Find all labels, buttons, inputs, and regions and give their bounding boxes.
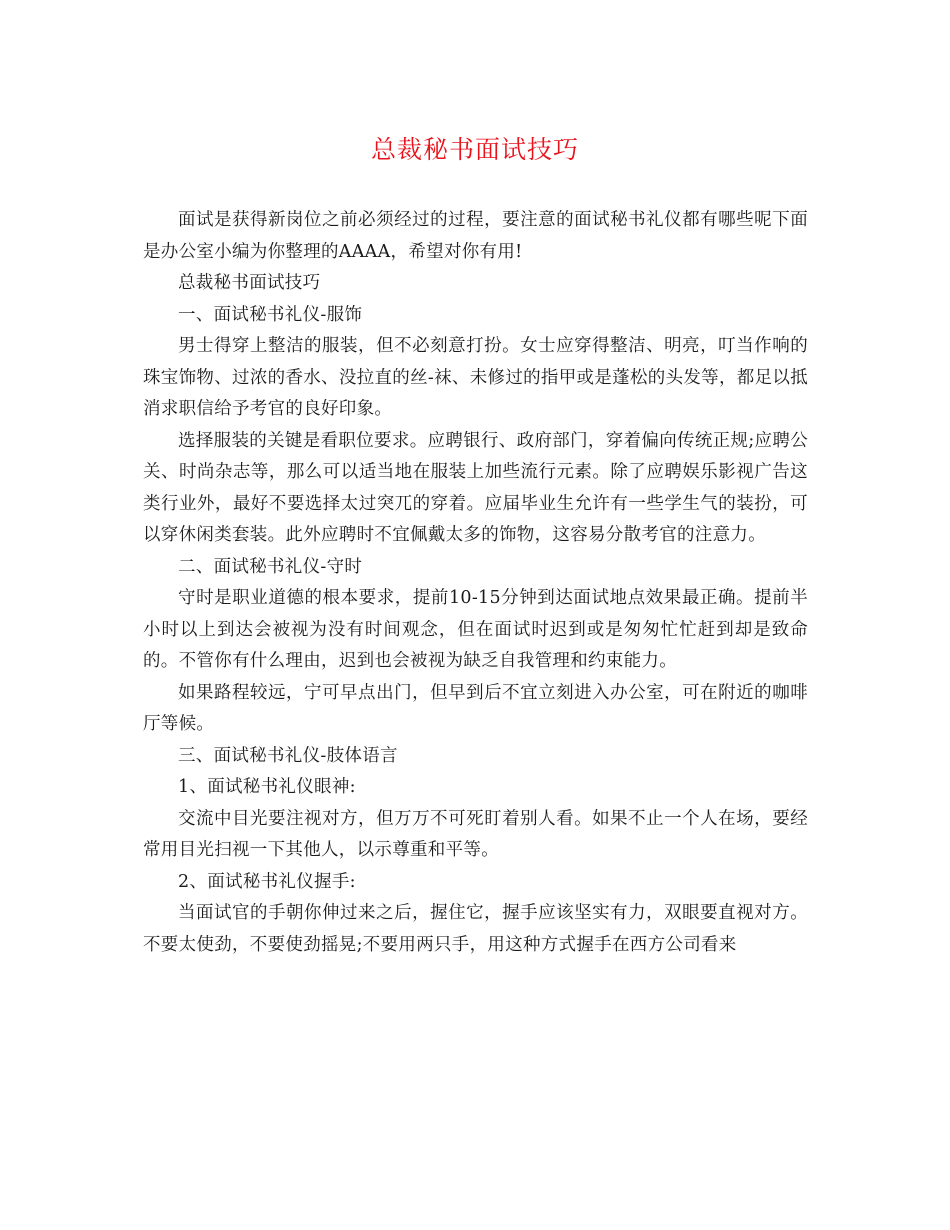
subheading-eye-contact: 1、面试秘书礼仪眼神:	[178, 777, 356, 797]
paragraph-eye-contact: 交流中目光要注视对方，但万万不可死盯着别人看。如果不止一个人在场，要经常用目光扫视一下其他人，以示尊重和平等。	[143, 808, 808, 860]
paragraph-subtitle: 总裁秘书面试技巧	[178, 273, 321, 293]
paragraph-attire-2: 选择服装的关键是看职位要求。应聘银行、政府部门，穿着偏向传统正规;应聘公关、时尚杂志等，那么可以适当地在服装上加些流行元素。除了应聘娱乐影视广告这类行业外，最好不要选择太过突兀的穿着。应届毕业生允许有一些学生气的装扮，可以穿休闲类套装。此外应聘时不宜佩戴太多的饰物，这容易分散考官的注意力。	[143, 430, 808, 545]
paragraph-attire-1: 男士得穿上整洁的服装，但不必刻意打扮。女士应穿得整洁、明亮，叮当作响的珠宝饰物、过浓的香水、没拉直的丝-袜、未修过的指甲或是蓬松的头发等，都足以抵消求职信给予考官的良好印象。	[143, 336, 808, 419]
section-heading-attire: 一、面试秘书礼仪-服饰	[178, 304, 363, 325]
section-heading-body-language: 三、面试秘书礼仪-肢体语言	[178, 745, 398, 766]
subheading-handshake: 2、面试秘书礼仪握手:	[178, 871, 356, 892]
paragraph-handshake: 当面试官的手朝你伸过来之后，握住它，握手应该坚实有力，双眼要直视对方。不要太使劲，不要使劲摇晃;不要用两只手，用这种方式握手在西方公司看来	[143, 903, 808, 955]
paragraph-punctuality-1: 守时是职业道德的根本要求，提前10-15分钟到达面试地点效果最正确。提前半小时以上到达会被视为没有时间观念，但在面试时迟到或是匆匆忙忙赶到却是致命的。不管你有什么理由，迟到也会被视为缺乏自我管理和约束能力。	[143, 588, 808, 671]
paragraph-punctuality-2: 如果路程较远，宁可早点出门，但早到后不宜立刻进入办公室，可在附近的咖啡厅等候。	[143, 682, 808, 734]
document-title: 总裁秘书面试技巧	[370, 135, 579, 164]
document-body	[143, 205, 808, 961]
section-heading-punctuality: 二、面试秘书礼仪-守时	[178, 556, 363, 577]
paragraph-intro: 面试是获得新岗位之前必须经过的过程，要注意的面试秘书礼仪都有哪些呢下面是办公室小编为你整理的AAAA，希望对你有用!	[143, 210, 808, 262]
